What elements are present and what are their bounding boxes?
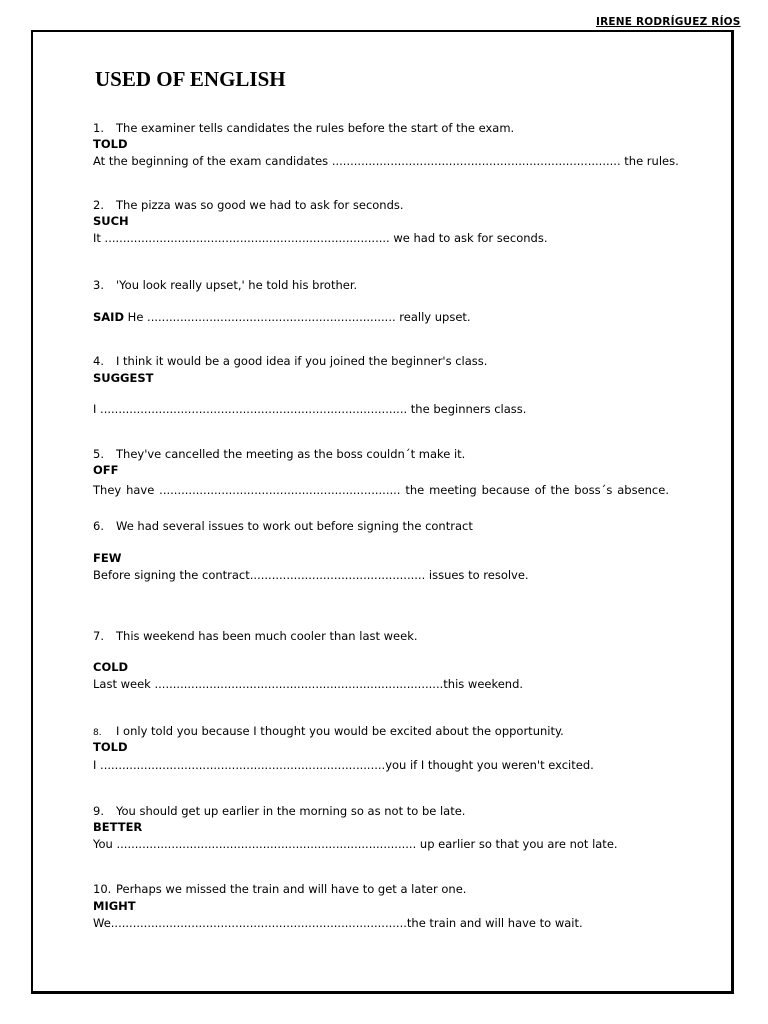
question-10-number: 10. (93, 882, 112, 896)
answer-blank: .................................................................................. (112, 837, 417, 851)
question-8-sentence (93, 724, 564, 741)
question-6-keyword: FEW (93, 551, 122, 565)
question-2-number: 2. (93, 198, 104, 212)
answer-blank: .............................................................................. (100, 231, 390, 245)
question-9-sentence (93, 804, 465, 819)
question-1-text: The examiner tells candidates the rules before the start of the exam. (116, 121, 515, 135)
answer-text: He (124, 310, 144, 324)
answer-text: Before signing the contract (93, 568, 250, 582)
answer-blank: .................................................................................... (96, 402, 408, 416)
question-4-sentence (93, 354, 487, 369)
page-title: USED OF ENGLISH (95, 67, 286, 91)
question-2-keyword: SUCH (93, 214, 129, 228)
question-8-text: I only told you because I thought you would be excited about the opportunity. (116, 724, 564, 738)
answer-text: up earlier so that you are not late. (416, 837, 618, 851)
question-7-keyword: COLD (93, 660, 129, 674)
question-5-number: 5. (93, 447, 104, 461)
question-10-keyword: MIGHT (93, 899, 136, 913)
question-4-answer (93, 402, 526, 417)
answer-text: I (93, 402, 97, 416)
answer-word: of (534, 483, 546, 497)
question-5-keyword: OFF (93, 463, 119, 477)
answer-text: this weekend. (443, 677, 524, 691)
answer-text: issues to resolve. (425, 568, 529, 582)
answer-text: really upset. (395, 310, 471, 324)
answer-text: you if I thought you weren't excited. (385, 758, 594, 772)
answer-blank: .................................................................... (143, 310, 396, 324)
author-name: IRENE RODRÍGUEZ RÍOS (596, 16, 741, 28)
answer-blank: ................................................................................. (110, 916, 407, 930)
question-5-text: They've cancelled the meeting as the boss couldn´t make it. (116, 447, 466, 461)
answer-text: We (93, 916, 111, 930)
question-7-sentence (93, 629, 418, 644)
question-10-sentence (93, 882, 466, 897)
answer-text: It (93, 231, 101, 245)
question-3-answer (93, 310, 471, 325)
question-7-text: This weekend has been much cooler than last week. (116, 629, 418, 643)
question-3-keyword: SAID (93, 310, 125, 324)
question-6-number: 6. (93, 519, 104, 533)
question-8-number: 8. (93, 728, 102, 738)
answer-word: the (405, 483, 425, 497)
question-3-sentence (93, 278, 357, 293)
answer-word: the (550, 483, 570, 497)
answer-blank: .............................................................................. (96, 758, 386, 772)
question-1-number: 1. (93, 121, 104, 135)
question-5-sentence (93, 447, 465, 462)
question-4-text: I think it would be a good idea if you joined the beginner's class. (116, 354, 488, 368)
answer-word: boss´s (574, 483, 613, 497)
question-3-number: 3. (93, 278, 104, 292)
answer-word: absence. (617, 483, 669, 497)
question-6-answer (93, 568, 529, 583)
answer-text: Last week (93, 677, 151, 691)
answer-blank: ............................................................................... (328, 154, 621, 168)
question-10-text: Perhaps we missed the train and will have to get a later one. (116, 882, 467, 896)
answer-text: At the beginning of the exam candidates (93, 154, 329, 168)
question-8-keyword: TOLD (93, 740, 128, 754)
answer-text: You (93, 837, 113, 851)
answer-text: the beginners class. (407, 402, 527, 416)
question-3-text: 'You look really upset,' he told his brother. (116, 278, 358, 292)
question-1-answer (93, 154, 679, 169)
question-4-number: 4. (93, 354, 104, 368)
question-7-number: 7. (93, 629, 104, 643)
question-9-text: You should get up earlier in the morning so as not to be late. (116, 804, 466, 818)
answer-text: we had to ask for seconds. (389, 231, 548, 245)
question-2-sentence (93, 198, 404, 213)
question-4-keyword: SUGGEST (93, 371, 154, 385)
question-2-answer (93, 231, 547, 246)
answer-text: the rules. (620, 154, 679, 168)
question-9-answer (93, 837, 618, 852)
answer-blank: ................................................ (249, 568, 426, 582)
answer-word: meeting (429, 483, 477, 497)
answer-text: I (93, 758, 97, 772)
question-1-sentence (93, 121, 514, 136)
answer-word: They (93, 483, 122, 497)
question-6-sentence (93, 519, 473, 534)
question-9-keyword: BETTER (93, 820, 143, 834)
question-6-text: We had several issues to work out before signing the contract (116, 519, 473, 533)
question-10-answer (93, 916, 583, 931)
answer-word: have (126, 483, 155, 497)
answer-text: the train and will have to wait. (406, 916, 583, 930)
answer-blank: .................................................................. (159, 483, 401, 497)
question-7-answer (93, 677, 523, 692)
answer-blank: ............................................................................... (150, 677, 444, 691)
question-9-number: 9. (93, 804, 104, 818)
question-2-text: The pizza was so good we had to ask for seconds. (116, 198, 404, 212)
answer-word: because (481, 483, 530, 497)
question-8-answer (93, 758, 594, 773)
question-5-answer (93, 483, 669, 498)
question-1-keyword: TOLD (93, 137, 128, 151)
